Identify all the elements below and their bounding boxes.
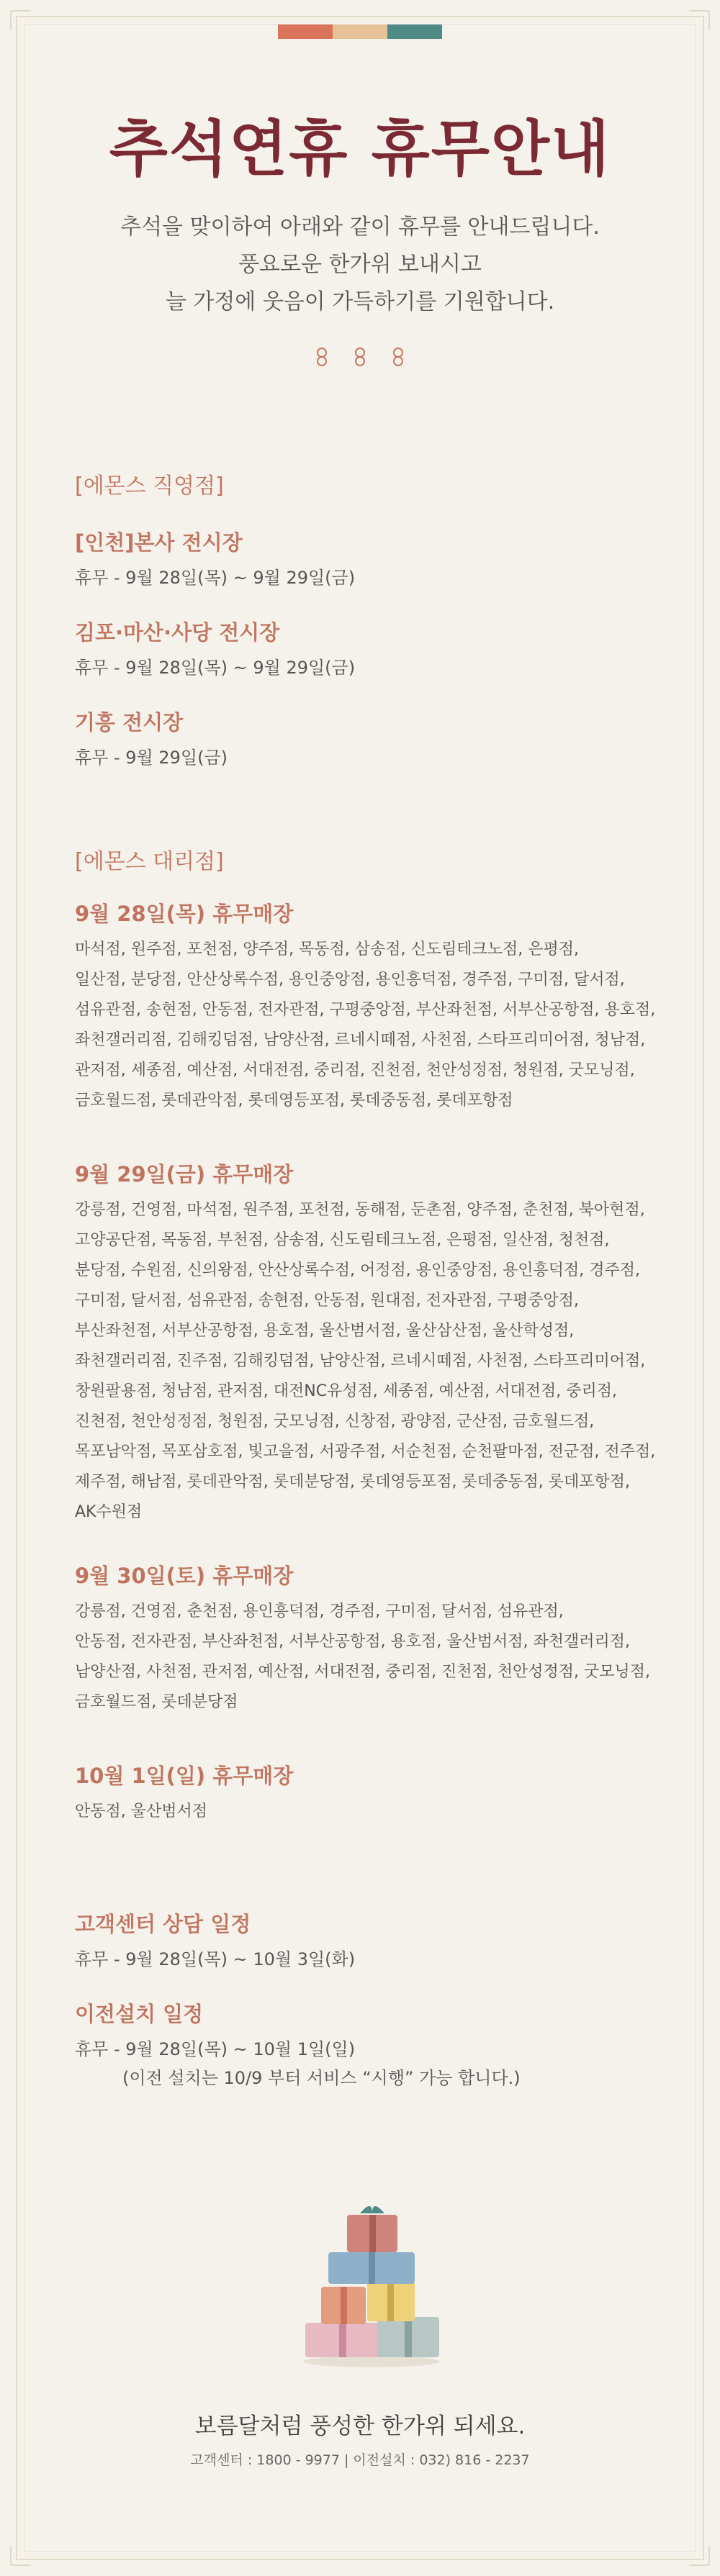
corner-ornament	[10, 10, 30, 30]
agency-day-block	[75, 1158, 665, 1528]
direct-stores-section	[75, 468, 665, 772]
store-list-line: 고양공단점, 목동점, 부천점, 삼송점, 신도림테크노점, 은평점, 일산점, 청천점,	[75, 1231, 610, 1249]
store-list-line: 구미점, 달서점, 섬유관점, 송현점, 안동점, 원대점, 전자관점, 구평중앙점,	[75, 1292, 579, 1310]
agency-day-title: 9월 30일(토) 휴무매장	[75, 1564, 294, 1588]
store-list-line: AK수원점	[75, 1503, 143, 1521]
direct-item-title: 김포·마산·사당 전시장	[75, 620, 280, 645]
corner-ornament	[690, 2546, 710, 2566]
direct-group-title: [에몬스 직영점]	[75, 473, 224, 499]
direct-item-detail: 휴무 - 9월 29일(금)	[75, 748, 228, 768]
knot-icon	[313, 348, 330, 365]
store-list-line: 제주점, 해남점, 롯데관악점, 롯데분당점, 롯데영등포점, 롯데중동점, 롯데포항점,	[75, 1473, 630, 1491]
customer-center-detail: 휴무 - 9월 28일(목) ~ 10월 3일(화)	[75, 1949, 356, 1969]
relocation-note: (이전 설치는 10/9 부터 서비스 “시행” 가능 합니다.)	[122, 2068, 521, 2088]
agency-group-title: [에몬스 대리점]	[75, 849, 224, 874]
store-list-line: 분당점, 수원점, 신의왕점, 안산상록수점, 어정점, 용인중앙점, 용인흥덕점, 경주점,	[75, 1261, 640, 1279]
store-list-line: 진천점, 천안성정점, 청원점, 굿모닝점, 신창점, 광양점, 군산점, 금호월드점,	[75, 1412, 595, 1430]
corner-ornament	[10, 2546, 30, 2566]
store-list-line: 금호월드점, 롯데관악점, 롯데영등포점, 롯데중동점, 롯데포항점	[75, 1092, 513, 1110]
store-list-line: 좌천갤러리점, 김해킹덤점, 남양산점, 르네시떼점, 사천점, 스타프리미어점, 청남점,	[75, 1031, 646, 1049]
intro-line: 추석을 맞이하여 아래와 같이 휴무를 안내드립니다.	[120, 214, 600, 240]
store-list-line: 섬유관점, 송현점, 안동점, 전자관점, 구평중앙점, 부산좌천점, 서부산공항점, 용호점,	[75, 1001, 656, 1019]
agency-day-block	[75, 898, 665, 1116]
page-title: 추석연휴 휴무안내	[109, 114, 611, 184]
knot-icon	[351, 348, 369, 365]
contact-info: 고객센터 : 1800 - 9977 | 이전설치 : 032) 816 - 2237	[190, 2452, 530, 2468]
intro-line: 늘 가정에 웃음이 가득하기를 기원합니다.	[165, 289, 555, 314]
direct-item-detail: 휴무 - 9월 28일(목) ~ 9월 29일(금)	[75, 568, 356, 588]
agency-day-title: 9월 28일(목) 휴무매장	[75, 902, 294, 926]
store-list-line: 일산점, 분당점, 안산상록수점, 용인중앙점, 용인흥덕점, 경주점, 구미점, 달서점,	[75, 971, 625, 989]
store-list-line: 강릉점, 건영점, 춘천점, 용인흥덕점, 경주점, 구미점, 달서점, 섬유관점,	[75, 1602, 564, 1620]
corner-ornament	[690, 10, 710, 30]
store-list-line: 좌천갤러리점, 진주점, 김해킹덤점, 남양산점, 르네시떼점, 사천점, 스타프리미어점,	[75, 1352, 646, 1370]
store-list-line: 남양산점, 사천점, 관저점, 예산점, 서대전점, 중리점, 진천점, 천안성정점, 굿모닝점,	[75, 1663, 650, 1681]
closing-message: 보름달처럼 풍성한 한가위 되세요.	[194, 2413, 526, 2439]
direct-item-title: [인천]본사 전시장	[75, 530, 243, 555]
store-list-line: 목포남악점, 목포삼호점, 빛고을점, 서광주점, 서순천점, 순천팔마점, 전군점, 전주점,	[75, 1443, 656, 1461]
ribbon-stripe-1	[278, 24, 333, 39]
gift-boxes-illustration	[300, 2202, 444, 2367]
knot-ornament	[313, 345, 407, 367]
store-list-line: 안동점, 울산범서점	[75, 1802, 208, 1820]
store-list-line: 창원팔용점, 청남점, 관저점, 대전NC유성점, 세종점, 예산점, 서대전점, 중리점,	[75, 1382, 618, 1400]
store-list-line: 강릉점, 건영점, 마석점, 원주점, 포천점, 동해점, 둔촌점, 양주점, 춘천점, 북아현점,	[75, 1201, 645, 1219]
customer-center-title: 고객센터 상담 일정	[75, 1912, 251, 1936]
direct-item-title: 기흥 전시장	[75, 710, 184, 735]
agency-day-title: 10월 1일(일) 휴무매장	[75, 1764, 294, 1788]
relocation-detail: 휴무 - 9월 28일(목) ~ 10월 1일(일)	[75, 2039, 356, 2059]
relocation-title: 이전설치 일정	[75, 2002, 204, 2026]
store-list-line: 관저점, 세종점, 예산점, 서대전점, 중리점, 진천점, 천안성정점, 청원점, 굿모닝점,	[75, 1061, 635, 1079]
ribbon-stripe-3	[387, 24, 442, 39]
intro-text	[0, 209, 720, 321]
agency-day-block	[75, 1760, 665, 1827]
agency-day-block	[75, 1560, 665, 1718]
direct-item-detail: 휴무 - 9월 28일(목) ~ 9월 29일(금)	[75, 658, 356, 678]
service-section	[75, 1908, 665, 2092]
store-list-line: 안동점, 전자관점, 부산좌천점, 서부산공항점, 용호점, 울산범서점, 좌천갤러리점,	[75, 1633, 630, 1651]
intro-line: 풍요로운 한가위 보내시고	[238, 252, 482, 277]
store-list-line: 부산좌천점, 서부산공항점, 용호점, 울산범서점, 울산삼산점, 울산학성점,	[75, 1322, 575, 1340]
color-ribbon	[278, 24, 442, 39]
store-list-line: 금호월드점, 롯데분당점	[75, 1693, 238, 1711]
agency-stores-section	[75, 843, 665, 875]
agency-day-title: 9월 29일(금) 휴무매장	[75, 1162, 294, 1187]
ribbon-stripe-2	[333, 24, 387, 39]
store-list-line: 마석점, 원주점, 포천점, 양주점, 목동점, 삼송점, 신도림테크노점, 은평점,	[75, 940, 579, 958]
knot-icon	[390, 348, 407, 365]
